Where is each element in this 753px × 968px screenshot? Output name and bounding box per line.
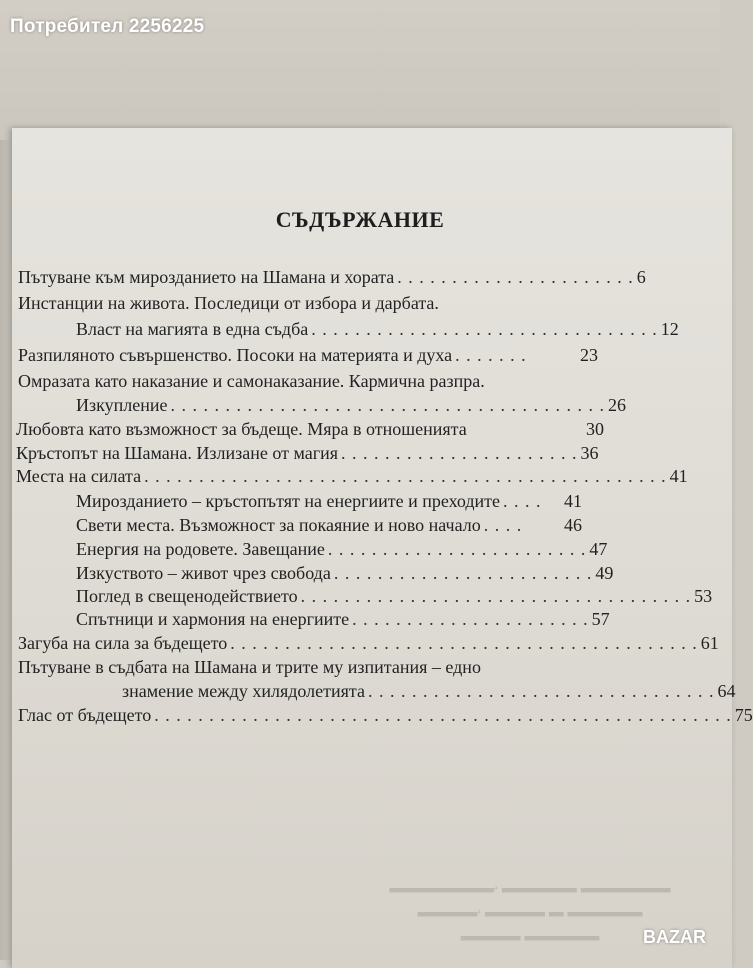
- toc-entry: Спътници и хармония на енергиите . . . . . . . . . . . . . . . . . . . . . . 57: [76, 609, 610, 629]
- toc-entry: Омразата като наказание и самонаказание. Кармична разпра.: [18, 371, 485, 391]
- toc-title: СЪДЪРЖАНИЕ: [275, 207, 445, 232]
- toc-entry: Места на силата . . . . . . . . . . . . . . . . . . . . . . . . . . . . . . . . . . . . . . . . . . . . . . . . 41: [16, 466, 688, 486]
- toc-entry: Любовта като възможност за бъдеще. Мяра в отношенията 30: [16, 419, 604, 439]
- toc-entry: Свети места. Възможност за покаяние и ново начало . . . . 46: [76, 515, 582, 535]
- toc-entry: Енергия на родовете. Завещание . . . . . . . . . . . . . . . . . . . . . . . . 47: [76, 539, 608, 559]
- toc-entry: Поглед в свещенодействието . . . . . . . . . . . . . . . . . . . . . . . . . . . . . . . . . . . . 53: [76, 586, 713, 606]
- toc-entry: Кръстопът на Шамана. Излизане от магия . . . . . . . . . . . . . . . . . . . . . . 36: [16, 443, 599, 463]
- toc-entry: Изкуството – живот чрез свобода . . . . . . . . . . . . . . . . . . . . . . . . 49: [76, 563, 614, 583]
- toc-entry: Власт на магията в една съдба . . . . . . . . . . . . . . . . . . . . . . . . . . . . . . . . 12: [76, 319, 679, 339]
- toc-entry: Загуба на сила за бъдещето . . . . . . . . . . . . . . . . . . . . . . . . . . . . . . . . . . . . . . . . . . . 61: [18, 633, 719, 653]
- toc-entry: Пътуване към мирозданието на Шамана и хората . . . . . . . . . . . . . . . . . . . . . . 6: [18, 267, 646, 287]
- toc-entry: Изкупление . . . . . . . . . . . . . . . . . . . . . . . . . . . . . . . . . . . . . . . . 26: [76, 395, 626, 415]
- toc-entry: Инстанции на живота. Последици от избора и дарбата.: [18, 293, 439, 313]
- toc-entry: Пътуване в съдбата на Шамана и трите му изпитания – едно: [18, 657, 481, 677]
- toc-entry: Глас от бъдещето . . . . . . . . . . . . . . . . . . . . . . . . . . . . . . . . . . . . . . . . . . . . . . . . . . . . . 75: [18, 705, 753, 725]
- bleed-through-text: ▬▬▬▬ ▬▬▬▬▬ ▬▬▬▬, ▬▬▬▬ ▬ ▬▬▬▬▬ ▬▬▬▬▬▬▬, ▬▬▬▬▬ ▬▬▬▬▬▬: [389, 884, 671, 948]
- user-watermark: Потребител 2256225: [10, 16, 205, 37]
- toc-entry: знамение между хилядолетията . . . . . . . . . . . . . . . . . . . . . . . . . . . . . . . . 64: [122, 681, 736, 701]
- page-edge: [0, 140, 12, 960]
- toc-entry: Разпиляното съвършенство. Посоки на материята и духа . . . . . . . 23: [18, 345, 598, 365]
- site-logo: BAZAR: [643, 927, 706, 947]
- toc-entry: Мирозданието – кръстопътят на енергиите и преходите . . . . 41: [76, 491, 582, 511]
